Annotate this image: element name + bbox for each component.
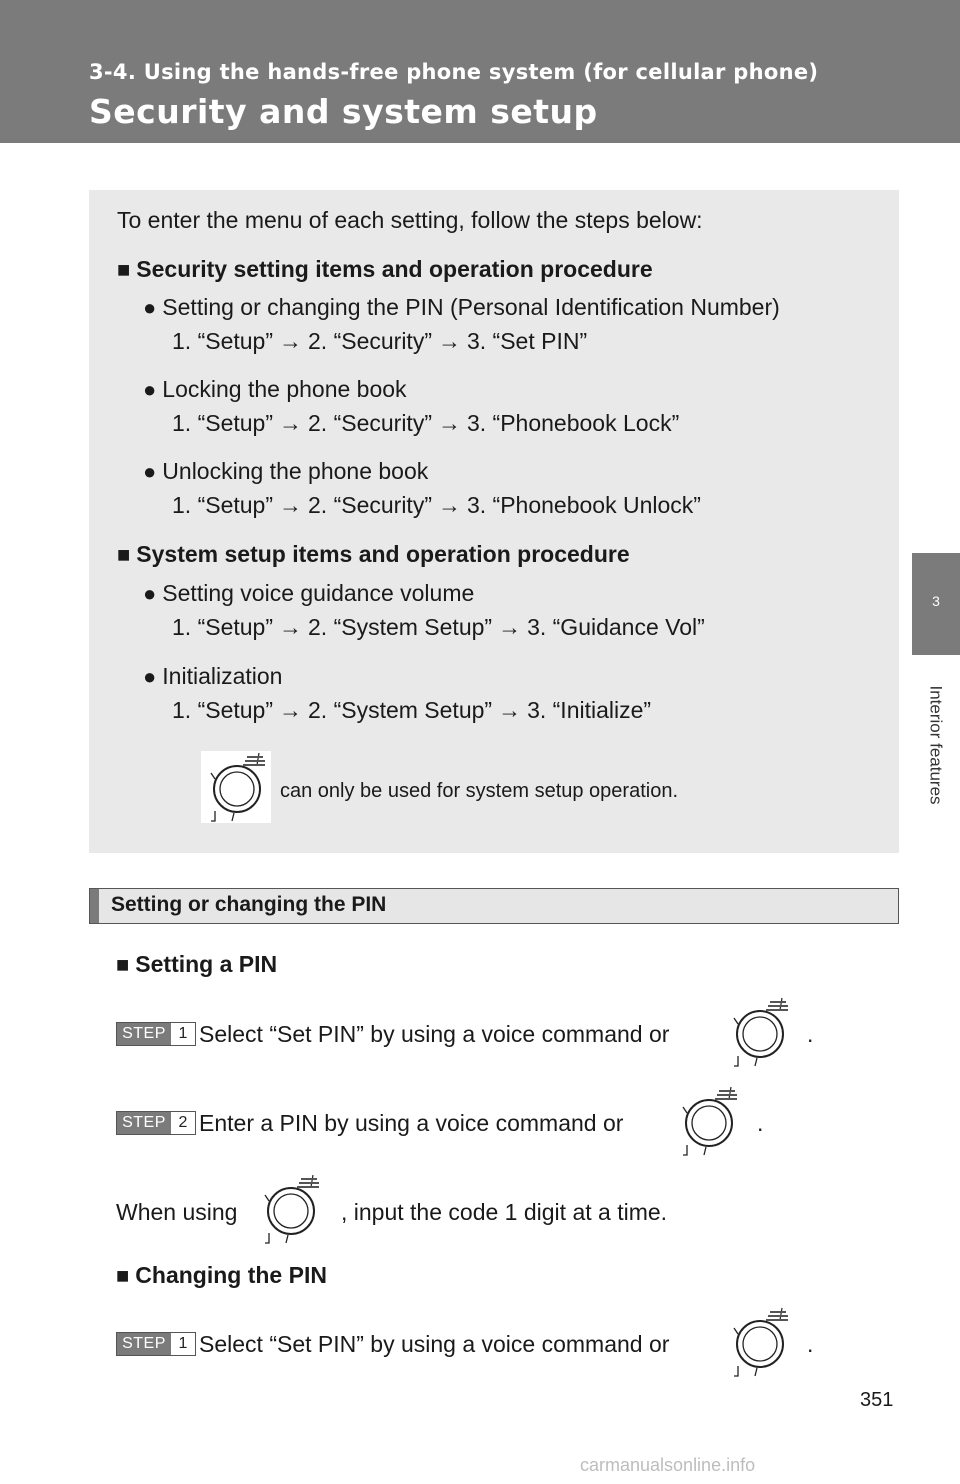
arrow-icon: → <box>437 328 461 354</box>
setting-pin-heading: ■ Setting a PIN <box>116 951 278 977</box>
heading-bar <box>90 889 99 923</box>
security-heading: ■ Security setting items and operation procedure <box>117 256 653 282</box>
step-badge: STEP 2 <box>116 1111 196 1135</box>
changing-pin-heading: ■ Changing the PIN <box>116 1262 327 1288</box>
system-item-path: 1. “Setup” → 2. “System Setup” → 3. “Guidance Vol” <box>172 614 705 640</box>
pin-section-heading <box>89 888 899 924</box>
footer-watermark-link[interactable]: carmanualsonline.info <box>580 1455 756 1475</box>
arrow-icon: → <box>279 697 302 723</box>
step-end: . <box>807 1021 814 1047</box>
page-title: Security and system setup <box>89 92 598 131</box>
round-bullet-icon: ● <box>143 377 157 402</box>
pin-section-heading-text: Setting or changing the PIN <box>111 893 387 916</box>
square-bullet-icon: ■ <box>116 1263 130 1288</box>
system-item-title: ● Setting voice guidance volume <box>143 580 475 606</box>
step-end: . <box>757 1110 764 1136</box>
arrow-icon: → <box>279 410 302 436</box>
system-heading: ■ System setup items and operation procedure <box>117 541 630 567</box>
arrow-icon: → <box>437 410 461 436</box>
security-item-path: 1. “Setup” → 2. “Security” → 3. “Set PIN” <box>172 328 588 354</box>
security-item-path: 1. “Setup” → 2. “Security” → 3. “Phonebook Lock” <box>172 410 680 436</box>
chapter-tab-label-text: Interior features <box>927 685 946 805</box>
arrow-icon: → <box>279 492 302 518</box>
round-bullet-icon: ● <box>143 295 157 320</box>
arrow-icon: → <box>498 697 522 723</box>
step-badge: STEP 1 <box>116 1022 196 1046</box>
security-item-title: ● Unlocking the phone book <box>143 458 429 484</box>
step-text: Enter a PIN by using a voice command or <box>199 1110 624 1136</box>
section-label: 3-4. Using the hands-free phone system (for cellular phone) <box>89 60 819 84</box>
info-box <box>89 190 899 853</box>
system-item-path: 1. “Setup” → 2. “System Setup” → 3. “Initialize” <box>172 697 652 723</box>
knob-note: can only be used for system setup operation. <box>280 780 679 802</box>
round-bullet-icon: ● <box>143 459 157 484</box>
chapter-tab-number: 3 <box>912 553 960 655</box>
tune-file-knob-icon <box>201 751 273 823</box>
security-item-title: ● Locking the phone book <box>143 376 407 402</box>
tune-file-knob-icon <box>724 1306 796 1378</box>
square-bullet-icon: ■ <box>116 952 130 977</box>
chapter-tab-label <box>912 660 960 830</box>
step-end: . <box>807 1331 814 1357</box>
page-header <box>0 0 960 143</box>
round-bullet-icon: ● <box>143 664 157 689</box>
tune-file-knob-icon <box>724 996 796 1068</box>
intro-text: To enter the menu of each setting, follow the steps below: <box>117 207 703 233</box>
system-item-title: ● Initialization <box>143 663 283 689</box>
page-number: 351 <box>860 1389 894 1411</box>
arrow-icon: → <box>279 328 302 354</box>
knob-image-frame <box>201 751 271 823</box>
step-text: Select “Set PIN” by using a voice command or <box>199 1021 670 1047</box>
tune-file-knob-icon <box>255 1173 327 1245</box>
tune-file-knob-icon <box>673 1085 745 1157</box>
round-bullet-icon: ● <box>143 581 157 606</box>
step-badge: STEP 1 <box>116 1332 196 1356</box>
security-item-title: ● Setting or changing the PIN (Personal Identification Number) <box>143 294 780 320</box>
arrow-icon: → <box>498 614 522 640</box>
when-using-suffix: , input the code 1 digit at a time. <box>341 1199 668 1225</box>
step-text: Select “Set PIN” by using a voice command or <box>199 1331 670 1357</box>
square-bullet-icon: ■ <box>117 542 131 567</box>
square-bullet-icon: ■ <box>117 257 131 282</box>
security-item-path: 1. “Setup” → 2. “Security” → 3. “Phonebook Unlock” <box>172 492 701 518</box>
arrow-icon: → <box>437 492 461 518</box>
when-using-prefix: When using <box>116 1199 238 1225</box>
arrow-icon: → <box>279 614 302 640</box>
